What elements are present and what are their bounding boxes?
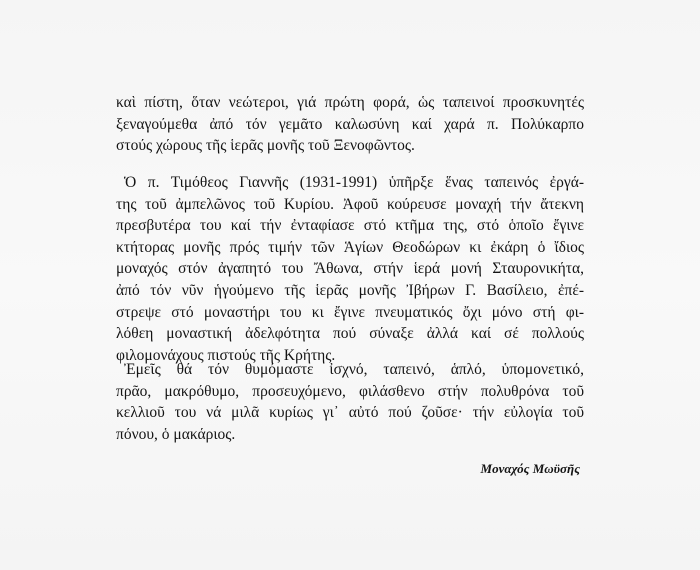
text-line: της τοῦ ἀμπελῶνος τοῦ Κυρίου. Ἀφοῦ κούρευσε μοναχή τήν ἄτεκνη [116, 195, 584, 213]
text-line: πρᾶο, μακρόθυμο, προσευχόμενο, φιλάσθενο στήν πολυθρόνα τοῦ [116, 382, 584, 400]
text-line: καὶ πίστη, ὅταν νεώτεροι, γιά πρώτη φορά, ὡς ταπεινοί προσκυνητές [116, 94, 584, 111]
text-line: ξεναγούμεθα ἀπό τόν γεμᾶτο καλωσύνη καί χαρά π. Πολύκαρπο [116, 115, 584, 133]
text-line: λόθεη μοναστική ἀδελφότητα πού σύναξε ἀλλά καί σέ πολλούς [116, 325, 584, 343]
signature: Μοναχός Μωϋσῆς [480, 461, 580, 476]
text-line: μοναχός στόν ἀγαπητό του Ἄθωνα, στήν ἱερά μονή Σταυρονικήτα, [116, 260, 584, 278]
text-line: πόνου, ὁ μακάριος. [116, 425, 236, 443]
paragraph-1 [116, 92, 584, 157]
text-line: στούς χώρους τῆς ἱερᾶς μονῆς τοῦ Ξενοφῶντος. [116, 137, 415, 155]
text-line: κελλιοῦ του νά μιλᾶ κυρίως γι᾿ αὐτό πού ζοῦσε· τήν εὐλογία τοῦ [116, 404, 584, 422]
text-line: ἀπό τόν νῦν ἡγούμενο τῆς ἱερᾶς μονῆς Ἰβήρων Γ. Βασίλειο, ἐπέ- [116, 281, 584, 299]
paragraph-3 [116, 359, 584, 445]
text-line: κτήτορας μονῆς πρός τιμήν τῶν Ἁγίων Θεοδώρων κι ἐκάρη ὁ ἴδιος [116, 238, 584, 256]
text-line: Ἐμεῖς θά τόν θυμόμαστε ἰσχνό, ταπεινό, ἁπλό, ὑπομονετικό, [124, 361, 584, 378]
text-line: Ὁ π. Τιμόθεος Γιαννῆς (1931-1991) ὑπῆρξε ἕνας ταπεινός ἐργά- [124, 174, 584, 191]
paragraph-2 [116, 172, 584, 366]
text-line: φιλομονάχους πιστούς τῆς Κρήτης. [116, 346, 336, 364]
text-line: στρεψε στό μοναστήρι του κι ἔγινε πνευματικός ὄχι μόνο στή φι- [116, 303, 584, 321]
text-line: πρεσβυτέρα του καί τήν ἐνταφίασε στό κτῆμα της, στό ὁποῖο ἔγινε [116, 217, 584, 235]
